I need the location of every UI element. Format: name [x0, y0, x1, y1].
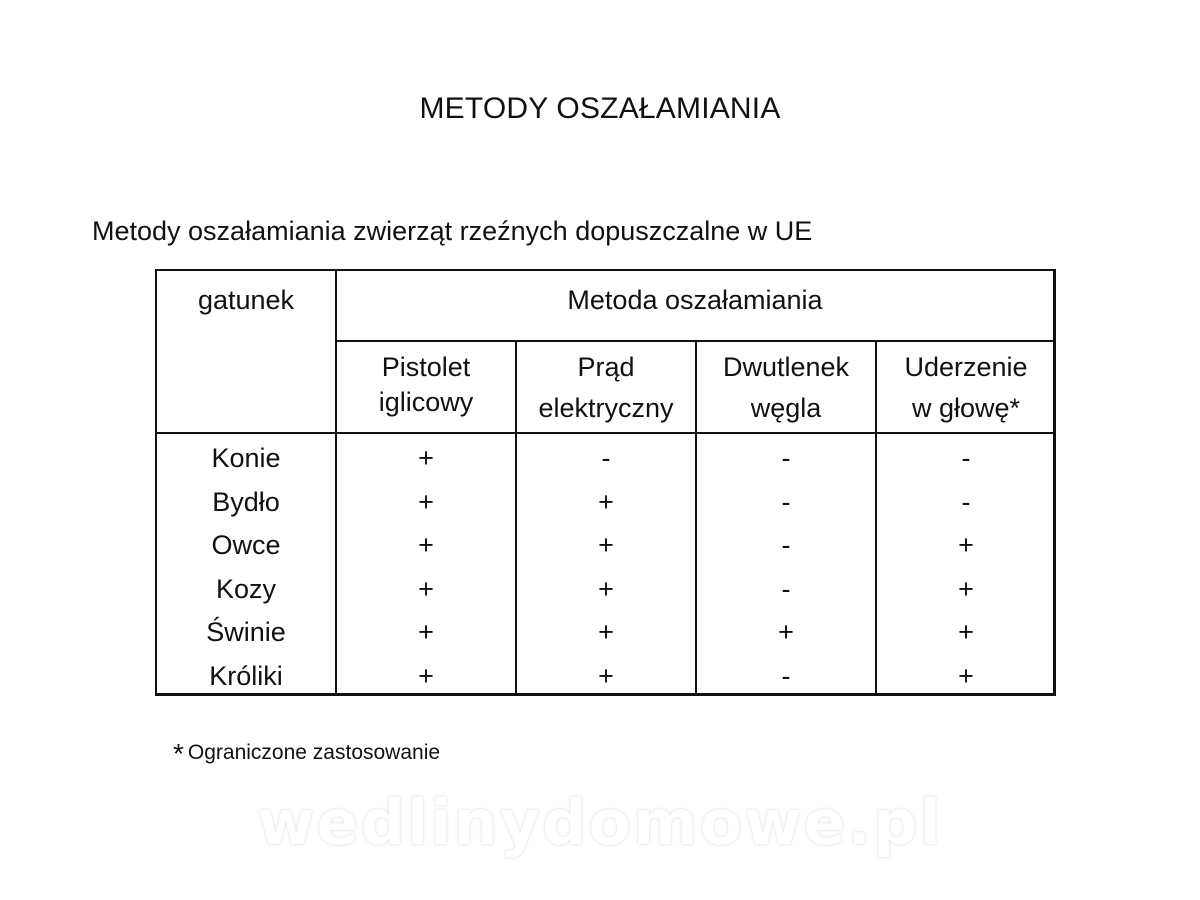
method-value-cell: +	[418, 574, 434, 604]
method-header-line: w głowę*	[911, 393, 1021, 423]
method-header-line: elektryczny	[538, 393, 674, 423]
method-value-cell: -	[961, 443, 971, 473]
method-value-cell: +	[418, 530, 434, 560]
method-value-cell: +	[958, 530, 974, 560]
method-value-cell: -	[781, 487, 791, 517]
footnote	[173, 738, 440, 770]
species-cell: Konie	[211, 443, 281, 473]
header-divider	[335, 340, 1053, 342]
species-cell: Świnie	[206, 617, 286, 647]
method-header-line: iglicowy	[378, 387, 474, 417]
table-caption: Metody oszałamiania zwierząt rzeźnych dopuszczalne w UE	[92, 216, 813, 246]
method-header-line: Uderzenie	[904, 352, 1028, 382]
method-value-cell: +	[598, 661, 614, 691]
method-value-cell: +	[598, 617, 614, 647]
method-value-cell: +	[598, 530, 614, 560]
method-value-cell: +	[598, 574, 614, 604]
method-value-cell: -	[781, 530, 791, 560]
method-header-co2	[697, 347, 875, 429]
species-cell: Kozy	[215, 574, 277, 604]
footnote-text: Ograniczone zastosowanie	[187, 741, 441, 764]
method-value-cell: -	[601, 443, 611, 473]
method-header-captive-bolt	[337, 347, 515, 423]
method-value-cell: +	[958, 617, 974, 647]
method-header-line: Dwutlenek	[722, 352, 850, 382]
species-cell: Króliki	[209, 661, 283, 691]
method-header-line: Pistolet	[381, 352, 471, 382]
method-header-electric	[517, 347, 695, 429]
species-cell: Owce	[211, 530, 281, 560]
method-value-cell: +	[598, 487, 614, 517]
method-value-cell: +	[958, 661, 974, 691]
method-value-cell: +	[958, 574, 974, 604]
method-value-cell: +	[418, 661, 434, 691]
method-header-line: węgla	[750, 393, 822, 423]
body-divider	[157, 432, 1053, 434]
stunning-methods-table	[155, 269, 1056, 696]
method-value-cell: +	[418, 443, 434, 473]
method-value-cell: -	[961, 487, 971, 517]
method-value-cell: -	[781, 661, 791, 691]
method-value-cell: +	[418, 617, 434, 647]
method-group-header: Metoda oszałamiania	[567, 285, 823, 315]
method-value-cell: +	[778, 617, 794, 647]
watermark: wedlinydomowe.pl	[257, 786, 943, 859]
footnote-marker: *	[173, 738, 184, 769]
method-value-cell: -	[781, 443, 791, 473]
method-header-line: Prąd	[577, 352, 635, 382]
page-title: METODY OSZAŁAMIANIA	[419, 92, 781, 125]
method-header-head-strike	[877, 347, 1055, 429]
species-column-header: gatunek	[197, 285, 295, 315]
species-cell: Bydło	[212, 487, 280, 517]
method-value-cell: +	[418, 487, 434, 517]
method-value-cell: -	[781, 574, 791, 604]
